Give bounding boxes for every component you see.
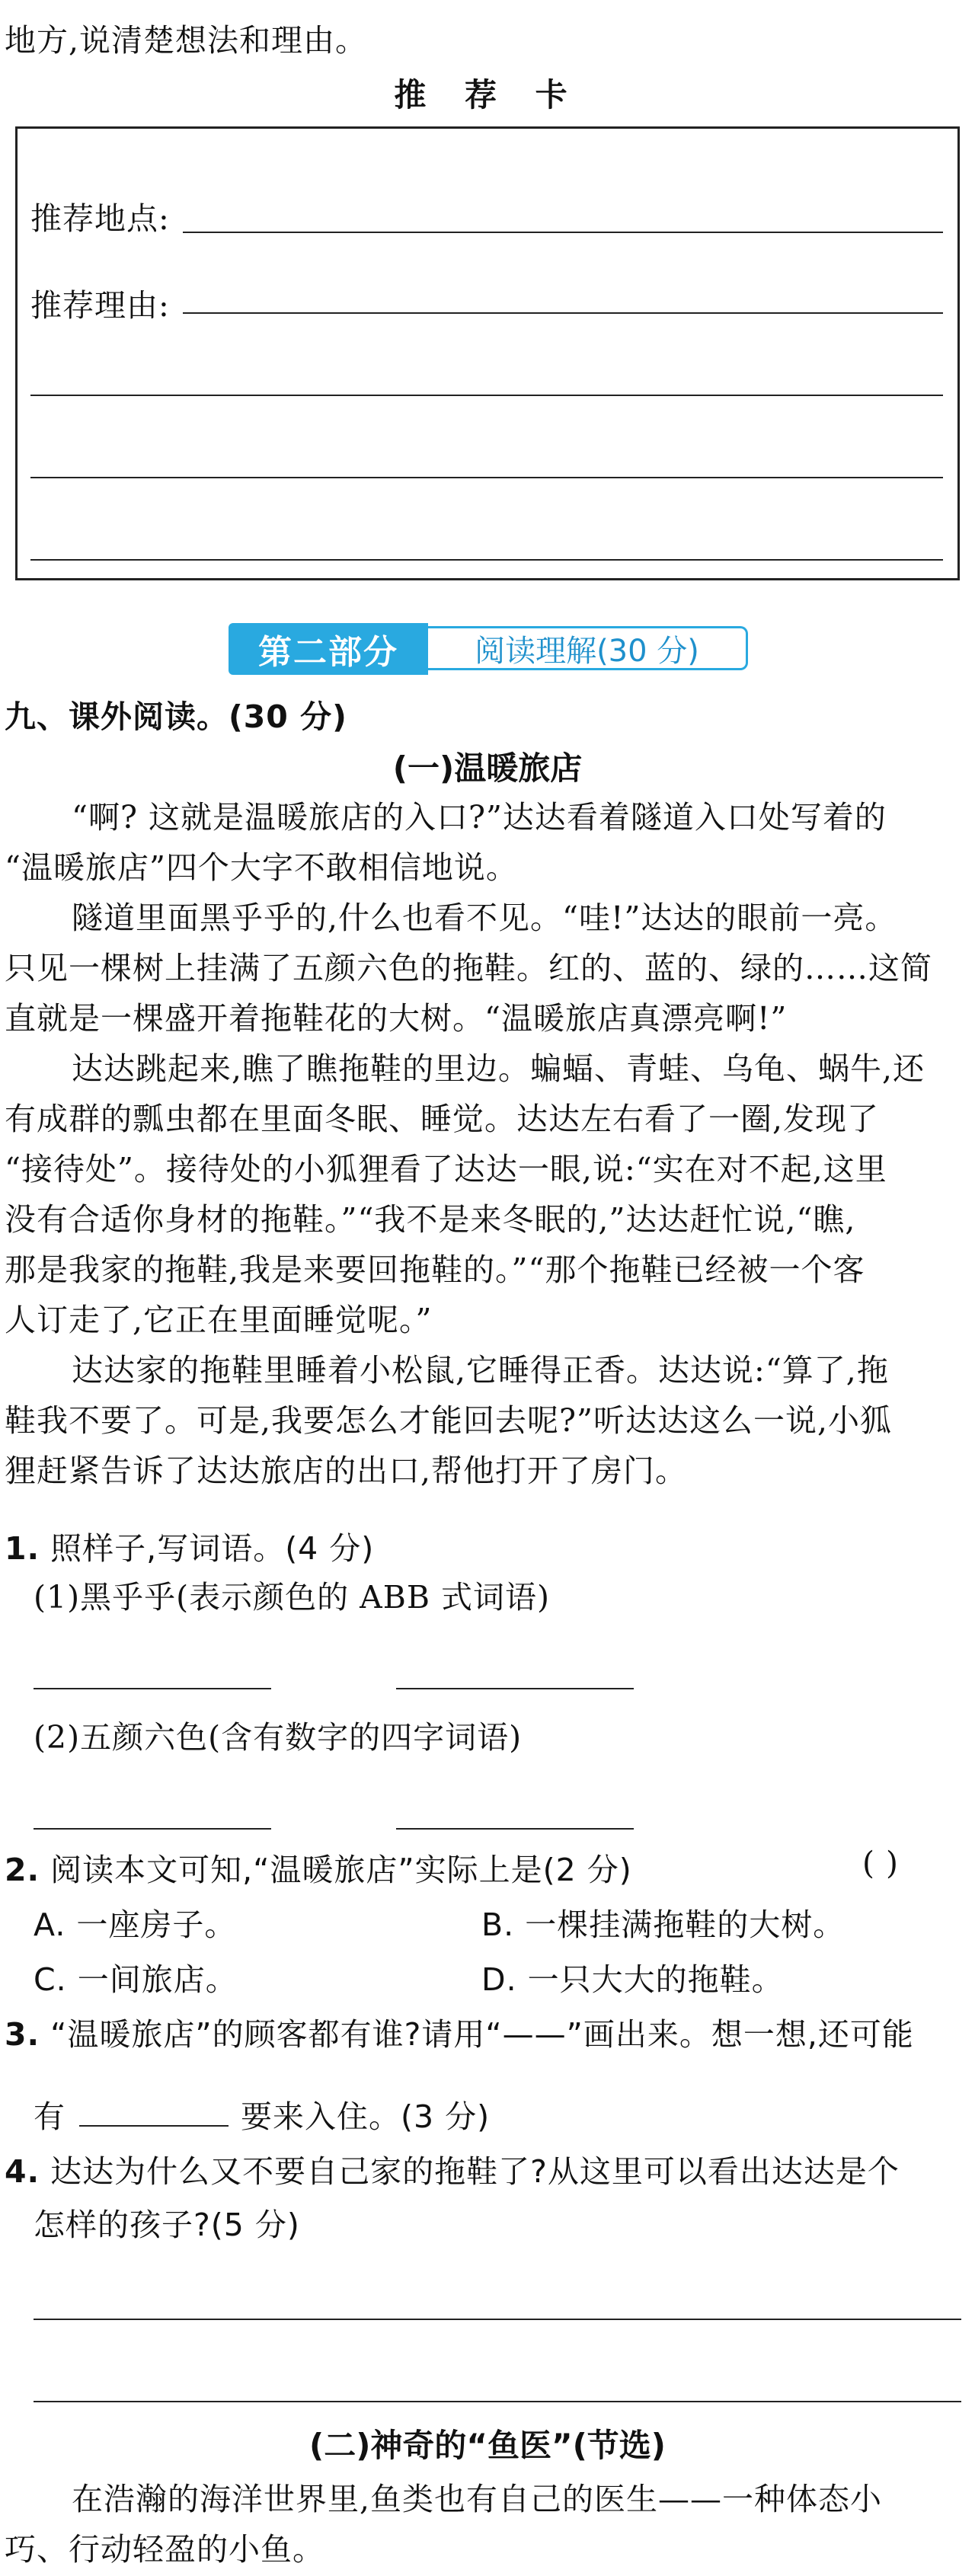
question-3 (5, 2009, 914, 2054)
q1-sub1: (1)黑乎乎(表示颜色的 ABB 式词语) (34, 1579, 550, 1616)
question-number: 4. (5, 2153, 40, 2190)
option-b[interactable]: B. 一棵挂满拖鞋的大树。 (481, 1906, 846, 1943)
passage-line: 巧、行动轻盈的小鱼。 (5, 2531, 324, 2568)
passage-line: 只见一棵树上挂满了五颜六色的拖鞋。红的、蓝的、绿的……这简 (5, 950, 932, 986)
passage-line: “温暖旅店”四个大字不敢相信地说。 (5, 849, 518, 886)
passage-line: 隧道里面黑乎乎的,什么也看不见。“哇!”达达的眼前一亮。 (72, 900, 897, 936)
q1-sub2: (2)五颜六色(含有数字的四字词语) (34, 1719, 523, 1756)
answer-line[interactable] (34, 1688, 271, 1689)
intro-line: 地方,说清楚想法和理由。 (5, 22, 368, 59)
question-text: 达达为什么又不要自己家的拖鞋了?从这里可以看出达达是个 (50, 2153, 900, 2190)
option-a[interactable]: A. 一座房子。 (34, 1906, 237, 1943)
passage-line: “啊? 这就是温暖旅店的入口?”达达看着隧道入口处写着的 (72, 799, 887, 836)
answer-parens[interactable]: ( ) (862, 1845, 900, 1881)
passage-line: 直就是一棵盛开着拖鞋花的大树。“温暖旅店真漂亮啊!” (5, 1000, 788, 1037)
passage-line: “接待处”。接待处的小狐狸看了达达一眼,说:“实在对不起,这里 (5, 1151, 887, 1187)
answer-line[interactable] (396, 1828, 634, 1830)
place-answer-line[interactable] (183, 232, 943, 233)
answer-line[interactable] (34, 2401, 961, 2402)
question-4 (5, 2146, 900, 2191)
question-number: 3. (5, 2016, 40, 2053)
story-title: (二)神奇的“鱼医”(节选) (309, 2427, 666, 2464)
passage-line: 达达跳起来,瞧了瞧拖鞋的里边。蝙蝠、青蛙、乌龟、蜗牛,还 (72, 1050, 925, 1087)
passage-line: 鞋我不要了。可是,我要怎么才能回去呢?”听达达这么一说,小狐 (5, 1402, 893, 1439)
q3-line2-pre: 有 (34, 2098, 66, 2135)
question-text: “温暖旅店”的顾客都有谁?请用“——”画出来。想一想,还可能 (50, 2016, 914, 2053)
card-title: 推 荐 卡 (394, 76, 581, 113)
card-answer-line[interactable] (30, 559, 943, 561)
card-answer-line[interactable] (30, 395, 943, 396)
reason-label: 推荐理由: (30, 287, 170, 324)
banner-title: 第二部分 (229, 623, 428, 675)
passage-line: 人订走了,它正在里面睡觉呢。” (5, 1302, 433, 1338)
option-c[interactable]: C. 一间旅店。 (34, 1961, 238, 1998)
passage-line: 那是我家的拖鞋,我是来要回拖鞋的。”“那个拖鞋已经被一个客 (5, 1251, 865, 1288)
passage-line: 达达家的拖鞋里睡着小松鼠,它睡得正香。达达说:“算了,拖 (72, 1352, 889, 1389)
question-text: 照样子,写词语。(4 分) (50, 1530, 375, 1567)
question-number: 1. (5, 1530, 40, 1567)
passage-line: 没有合适你身材的拖鞋。”“我不是来冬眠的,”达达赶忙说,“瞧, (5, 1201, 856, 1238)
answer-line[interactable] (396, 1688, 634, 1689)
reason-answer-line[interactable] (183, 312, 943, 314)
q3-line2-post: 要来入住。(3 分) (241, 2098, 491, 2135)
story-title: (一)温暖旅店 (392, 749, 583, 787)
section-heading: 九、课外阅读。(30 分) (5, 698, 347, 735)
question-text: 阅读本文可知,“温暖旅店”实际上是(2 分) (50, 1852, 632, 1888)
question-1 (5, 1523, 374, 1568)
question-number: 2. (5, 1852, 40, 1888)
passage-line: 有成群的瓢虫都在里面冬眠、睡觉。达达左右看了一圈,发现了 (5, 1101, 880, 1137)
place-label: 推荐地点: (30, 200, 170, 237)
question-2 (5, 1845, 632, 1890)
card-answer-line[interactable] (30, 477, 943, 478)
answer-line[interactable] (79, 2125, 229, 2127)
passage-line: 狸赶紧告诉了达达旅店的出口,帮他打开了房门。 (5, 1453, 688, 1489)
q4-text-2: 怎样的孩子?(5 分) (34, 2207, 300, 2243)
banner-subtitle: 阅读理解(30 分) (428, 626, 748, 670)
answer-line[interactable] (34, 2319, 961, 2320)
answer-line[interactable] (34, 1828, 271, 1830)
passage-line: 在浩瀚的海洋世界里,鱼类也有自己的医生——一种体态小 (72, 2481, 883, 2517)
option-d[interactable]: D. 一只大大的拖鞋。 (481, 1961, 784, 1998)
